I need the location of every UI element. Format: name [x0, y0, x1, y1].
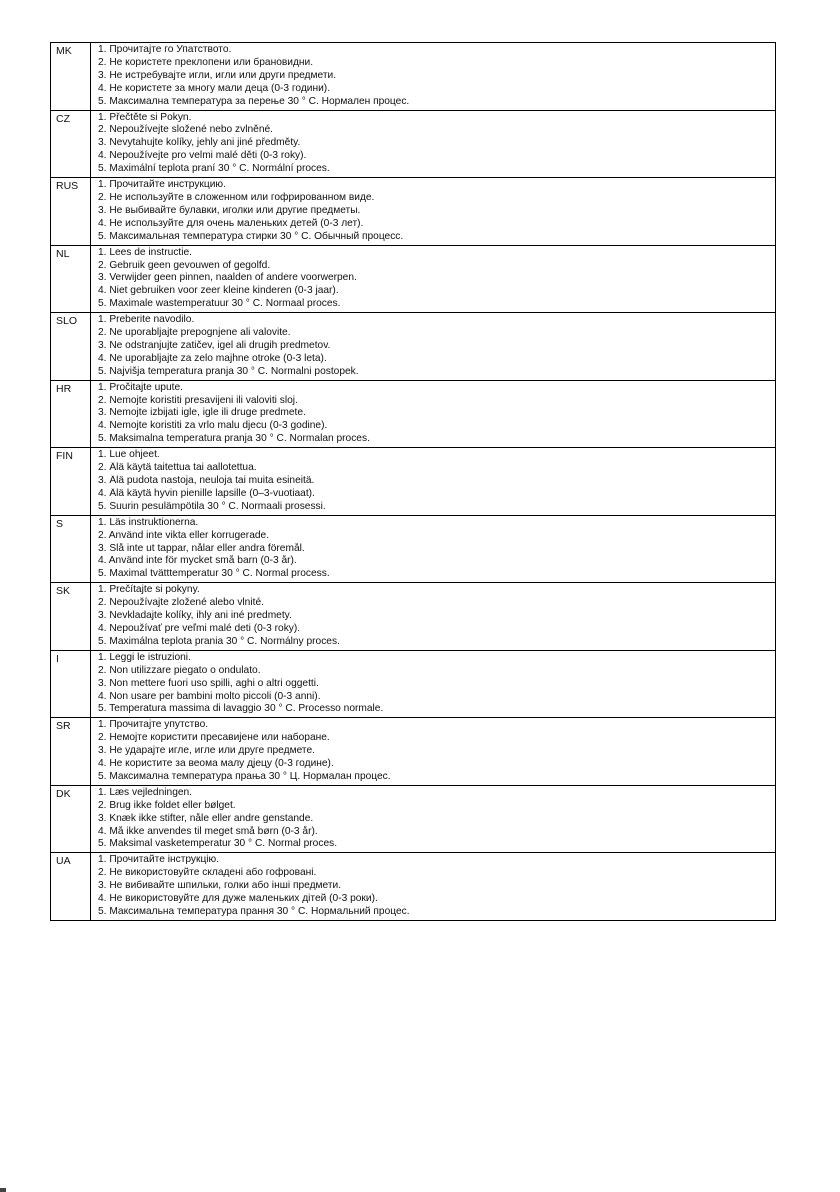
instruction-line: 2. Älä käytä taitettua tai aallotettua.	[98, 462, 257, 474]
instruction-line: 1. Prečítajte si pokyny.	[98, 584, 200, 596]
instruction-list	[91, 43, 776, 111]
language-code: S	[51, 515, 91, 583]
instruction-line: 1. Pročitajte upute.	[98, 381, 183, 393]
instruction-line: 3. Verwijder geen pinnen, naalden of andere voorwerpen.	[98, 272, 357, 284]
instruction-list	[91, 110, 776, 178]
language-row	[51, 650, 776, 718]
instruction-line: 3. Älä pudota nastoja, neuloja tai muita esineitä.	[98, 475, 315, 486]
instruction-line: 4. Älä käytä hyvin pienille lapsille (0–3-vuotiaat).	[98, 487, 315, 499]
language-code: HR	[51, 380, 91, 448]
page-corner-mark	[0, 1188, 6, 1192]
language-row	[51, 448, 776, 516]
instruction-list	[91, 448, 776, 516]
instruction-list	[91, 313, 776, 381]
instruction-list	[91, 650, 776, 718]
instruction-line: 2. Gebruik geen gevouwen of gegolfd.	[98, 259, 271, 271]
instruction-line: 4. Не користите за веома малу дјецу (0-3 године).	[98, 758, 334, 770]
instruction-line: 1. Læs vejledningen.	[98, 786, 193, 798]
instruction-line: 5. Максимальна температура прання 30 ° С. Нормальний процес.	[98, 906, 410, 917]
instruction-line: 2. Nepoužívejte složené nebo zvlněné.	[98, 124, 274, 136]
instruction-line: 3. Не истребувајте игли, игли или други предмети.	[98, 69, 337, 81]
language-code: SK	[51, 583, 91, 651]
instruction-line: 3. Knæk ikke stifter, nåle eller andre genstande.	[98, 812, 314, 824]
language-row	[51, 110, 776, 178]
instruction-line: 2. Använd inte vikta eller korrugerade.	[98, 529, 270, 541]
instruction-line: 1. Прочитайте інструкцію.	[98, 854, 220, 866]
language-code: RUS	[51, 178, 91, 246]
instruction-line: 5. Maximal tvätttemperatur 30 ° C. Normal process.	[98, 568, 330, 580]
instruction-line: 3. Не вибивайте шпильки, голки або інші предмети.	[98, 880, 342, 892]
instruction-line: 1. Прочитайте инструкцию.	[98, 179, 226, 191]
instruction-line: 2. Ne uporabljajte prepognjene ali valovite.	[98, 327, 291, 339]
instruction-line: 2. Nepoužívajte zložené alebo vlnité.	[98, 597, 264, 609]
language-code: SLO	[51, 313, 91, 381]
language-row	[51, 718, 776, 786]
language-code: DK	[51, 785, 91, 853]
instruction-line: 5. Maximale wastemperatuur 30 ° C. Normaal proces.	[98, 298, 341, 310]
language-row	[51, 245, 776, 313]
instruction-line: 2. Не используйте в сложенном или гофрированном виде.	[98, 191, 375, 203]
instruction-line: 4. Må ikke anvendes til meget små børn (0-3 år).	[98, 825, 318, 837]
language-code: CZ	[51, 110, 91, 178]
instruction-line: 4. Nepoužívejte pro velmi malé děti (0-3 roky).	[98, 150, 307, 162]
instruction-line: 1. Přečtěte si Pokyn.	[98, 111, 192, 123]
instruction-line: 4. Не користете за многу мали деца (0-3 години).	[98, 82, 331, 94]
instruction-line: 5. Максимална температура прања 30 ° Ц. Нормалан процес.	[98, 770, 391, 782]
instruction-line: 4. Non usare per bambini molto piccoli (0-3 anni).	[98, 690, 321, 702]
instruction-list	[91, 515, 776, 583]
instruction-list	[91, 785, 776, 853]
instruction-line: 4. Nepoužívať pre veľmi malé deti (0-3 roky).	[98, 622, 301, 634]
language-row	[51, 785, 776, 853]
instruction-line: 4. Använd inte för mycket små barn (0-3 år).	[98, 555, 297, 567]
instruction-list	[91, 380, 776, 448]
language-row	[51, 583, 776, 651]
language-instructions-table	[50, 42, 776, 921]
instruction-list	[91, 178, 776, 246]
language-code: FIN	[51, 448, 91, 516]
language-code: UA	[51, 853, 91, 921]
instruction-line: 1. Läs instruktionerna.	[98, 516, 199, 528]
instruction-line: 1. Preberite navodilo.	[98, 314, 195, 326]
instruction-line: 2. Не користете преклопени или брановидни.	[98, 56, 314, 68]
instruction-line: 5. Temperatura massima di lavaggio 30 ° C. Processo normale.	[98, 703, 384, 715]
language-row	[51, 313, 776, 381]
instruction-line: 5. Максимальная температура стирки 30 ° C. Обычный процесс.	[98, 230, 404, 242]
instruction-line: 2. Не використовуйте складені або гофровані.	[98, 867, 317, 879]
language-row	[51, 43, 776, 111]
instruction-list	[91, 245, 776, 313]
instruction-line: 3. Не ударајте игле, игле или друге предмете.	[98, 745, 315, 757]
instruction-line: 1. Lees de instructie.	[98, 246, 193, 258]
instruction-list	[91, 853, 776, 921]
instruction-line: 3. Slå inte ut tappar, nålar eller andra föremål.	[98, 542, 305, 554]
language-code: NL	[51, 245, 91, 313]
instruction-line: 5. Maksimal vasketemperatur 30 ° C. Normal proces.	[98, 838, 338, 850]
instruction-line: 3. Nevytahujte kolíky, jehly ani jiné předměty.	[98, 137, 301, 149]
instructions-sheet	[50, 42, 776, 921]
instruction-line: 3. Не выбивайте булавки, иголки или другие предметы.	[98, 204, 361, 216]
instruction-line: 5. Suurin pesulämpötila 30 ° C. Normaali prosessi.	[98, 500, 326, 512]
language-code: I	[51, 650, 91, 718]
instruction-list	[91, 583, 776, 651]
instruction-line: 4. Не використовуйте для дуже маленьких дітей (0-3 роки).	[98, 893, 378, 905]
instruction-line: 2. Немојте користити пресавијене или набоpане.	[98, 732, 330, 744]
instruction-line: 2. Brug ikke foldet eller bølget.	[98, 799, 236, 811]
instruction-line: 1. Прочитајте го Упатството.	[98, 44, 232, 55]
instruction-line: 3. Non mettere fuori uso spilli, aghi o altri oggetti.	[98, 677, 319, 689]
instruction-list	[91, 718, 776, 786]
instruction-line: 5. Najvišja temperatura pranja 30 ° C. Normalni postopek.	[98, 365, 359, 377]
instruction-line: 5. Maximálna teplota prania 30 ° C. Normálny proces.	[98, 635, 340, 647]
instruction-line: 1. Прочитајте упутство.	[98, 719, 209, 731]
instruction-line: 3. Nemojte izbijati igle, igle ili druge predmete.	[98, 407, 306, 419]
instruction-line: 5. Maximální teplota praní 30 ° C. Normální proces.	[98, 163, 330, 175]
instruction-line: 4. Nemojte koristiti za vrlo malu djecu (0-3 godine).	[98, 420, 328, 432]
instruction-line: 1. Lue ohjeet.	[98, 449, 160, 461]
instruction-line: 4. Niet gebruiken voor zeer kleine kinderen (0-3 jaar).	[98, 285, 339, 297]
language-code: MK	[51, 43, 91, 111]
instruction-line: 5. Maksimalna temperatura pranja 30 ° C. Normalan proces.	[98, 433, 370, 445]
instruction-line: 3. Nevkladajte kolíky, ihly ani iné predmety.	[98, 610, 292, 622]
instruction-line: 5. Максимална температура за перење 30 ° С. Нормален процес.	[98, 95, 410, 107]
table-body	[51, 43, 776, 921]
language-code: SR	[51, 718, 91, 786]
instruction-line: 1. Leggi le istruzioni.	[98, 651, 191, 663]
language-row	[51, 178, 776, 246]
language-row	[51, 380, 776, 448]
instruction-line: 3. Ne odstranjujte zatičev, igel ali drugih predmetov.	[98, 339, 331, 351]
instruction-line: 4. Ne uporabljajte za zelo majhne otroke (0-3 leta).	[98, 352, 327, 364]
language-row	[51, 515, 776, 583]
language-row	[51, 853, 776, 921]
instruction-line: 4. Не используйте для очень маленьких детей (0-3 лет).	[98, 217, 364, 229]
instruction-line: 2. Nemojte koristiti presavijeni ili valoviti sloj.	[98, 394, 298, 406]
instruction-line: 2. Non utilizzare piegato o ondulato.	[98, 664, 261, 676]
